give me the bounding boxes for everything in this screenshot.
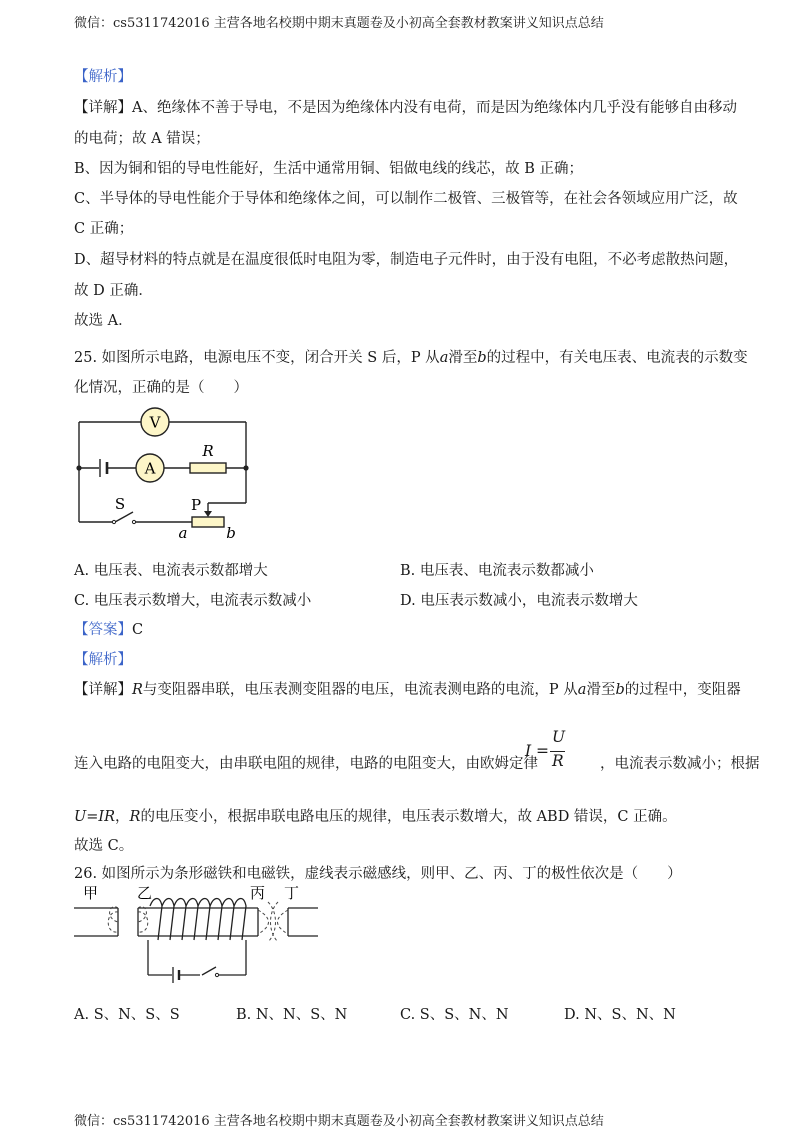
page-footer: 微信：cs5311742016 主营各地名校期中期末真题卷及小初高全套教材教案讲义知识点总结: [74, 1114, 604, 1129]
q24-detail-line-6: D、超导材料的特点就是在温度很低时电阻为零，制造电子元件时，由于没有电阻，不必考虑散热问题，: [74, 252, 739, 268]
q25-detail-line-1: [74, 678, 741, 699]
ohms-law-formula: [522, 728, 580, 778]
q25-detail-comma: ，: [115, 809, 130, 825]
q25-detail-text-c: 的过程中，变阻器: [624, 682, 741, 698]
q25-conclusion: 故选 C。: [74, 838, 134, 854]
q25-answer-line: [74, 618, 143, 639]
rheostat-end-b: b: [226, 524, 236, 542]
q25-detail-line-2: [74, 752, 760, 773]
q25-detail-r2: R: [129, 809, 141, 825]
q25-detail-av: a: [577, 682, 587, 698]
q26-option-d[interactable]: D. N、S、N、N: [564, 1007, 676, 1023]
q25-stem-mid: 滑至: [448, 350, 478, 366]
q24-detail-line-5: C 正确；: [74, 221, 134, 237]
q24-text-1: A、绝缘体不善于导电，不是因为绝缘体内没有电荷，而是因为绝缘体内几乎没有能够自由移动: [132, 100, 737, 116]
formula-i: I: [525, 742, 532, 760]
q25-detail-eq: =: [86, 809, 99, 825]
switch-contact-left: [112, 520, 115, 523]
q25-option-c[interactable]: C. 电压表示数增大，电流表示数减小: [74, 593, 312, 609]
voltmeter-label: V: [149, 413, 161, 432]
q25-detail-ir: IR: [98, 809, 116, 825]
q26-option-c[interactable]: C. S、S、N、N: [400, 1007, 509, 1023]
resistor-r-label: R: [202, 442, 214, 460]
formula-u: U: [552, 728, 566, 746]
q25-stem-a: a: [439, 350, 449, 366]
q24-conclusion: 故选 A．: [74, 313, 133, 329]
switch-contact-right: [132, 520, 135, 523]
label-ding: 丁: [284, 884, 300, 902]
rheostat-end-a: a: [178, 524, 188, 542]
q25-detail-text-a: 与变阻器串联，电压表测变阻器的电压，电流表测电路的电流，P 从: [142, 682, 578, 698]
q25-option-d[interactable]: D. 电压表示数减小，电流表示数增大: [400, 593, 638, 609]
q26-option-a[interactable]: A. S、N、S、S: [74, 1007, 180, 1023]
q25-detail-line-3: [74, 805, 677, 826]
q25-stem-pre: 25. 如图所示电路，电源电压不变，闭合开关 S 后，P 从: [74, 350, 440, 366]
q25-detail-bv: b: [615, 682, 625, 698]
q25-analysis-tag: 【解析】: [74, 652, 132, 668]
formula-r: R: [552, 752, 564, 770]
junction-right: [243, 465, 248, 470]
label-jia: 甲: [83, 884, 99, 902]
q25-detail-text-2a: 连入电路的电阻变大，由串联电阻的规律，电路的电阻变大，由欧姆定律: [74, 756, 538, 772]
q25-detail-text-3: 的电压变小，根据串联电路电压的规律，电压表示数增大，故 ABD 错误，C 正确。: [140, 809, 677, 825]
q25-detail-r: R: [132, 682, 143, 698]
q25-stem-post: 的过程中，有关电压表、电流表的示数变: [486, 350, 748, 366]
q24-detail-line-4: C、半导体的导电性能介于导体和绝缘体之间，可以制作二极管、三极管等，在社会各领域应用广泛，故: [74, 191, 738, 207]
formula-eq: =: [536, 742, 549, 760]
junction-left: [76, 465, 81, 470]
q25-detail-u: U: [74, 809, 87, 825]
q25-detail-text-2b: ，电流表示数减小；根据: [600, 756, 760, 772]
q24-detail-tag: 【详解】: [74, 100, 132, 116]
switch-label: S: [114, 495, 126, 513]
label-bing: 丙: [250, 884, 266, 902]
magnet-switch-contact: [215, 973, 218, 976]
q25-stem-b: b: [477, 350, 487, 366]
slider-label: P: [190, 496, 202, 514]
page-header: 微信：cs5311742016 主营各地名校期中期末真题卷及小初高全套教材教案讲义知识点总结: [74, 16, 604, 31]
slider-arrow-icon: [204, 511, 212, 517]
q25-option-a[interactable]: A. 电压表、电流表示数都增大: [74, 563, 268, 579]
q24-detail-line-7: 故 D 正确．: [74, 283, 153, 299]
q24-detail-line-1: [74, 96, 737, 117]
q25-stem-line-1: [74, 346, 748, 367]
q25-stem-line-2: 化情况，正确的是（ ）: [74, 380, 248, 396]
resistor-r: [190, 463, 226, 473]
q25-detail-text-b: 滑至: [586, 682, 616, 698]
ammeter-label: A: [144, 459, 156, 478]
q24-detail-line-3: B、因为铜和铝的导电性能好，生活中通常用铜、铝做电线的线芯，故 B 正确；: [74, 161, 584, 177]
q26-option-b[interactable]: B. N、N、S、N: [236, 1007, 348, 1023]
q24-analysis-tag: 【解析】: [74, 69, 132, 85]
q25-detail-tag: 【详解】: [74, 682, 132, 698]
q26-magnet-diagram: [0, 878, 800, 988]
q25-option-b[interactable]: B. 电压表、电流表示数都减小: [400, 563, 594, 579]
q25-answer-tag: 【答案】: [74, 622, 132, 638]
q26-stem: 26. 如图所示为条形磁铁和电磁铁，虚线表示磁感线，则甲、乙、丙、丁的极性依次是（ ）: [74, 866, 682, 882]
rheostat: [192, 517, 224, 527]
label-yi: 乙: [137, 884, 153, 902]
q25-circuit-diagram: [0, 404, 800, 544]
q25-answer: C: [132, 622, 144, 638]
q24-detail-line-2: 的电荷；故 A 错误；: [74, 131, 210, 147]
